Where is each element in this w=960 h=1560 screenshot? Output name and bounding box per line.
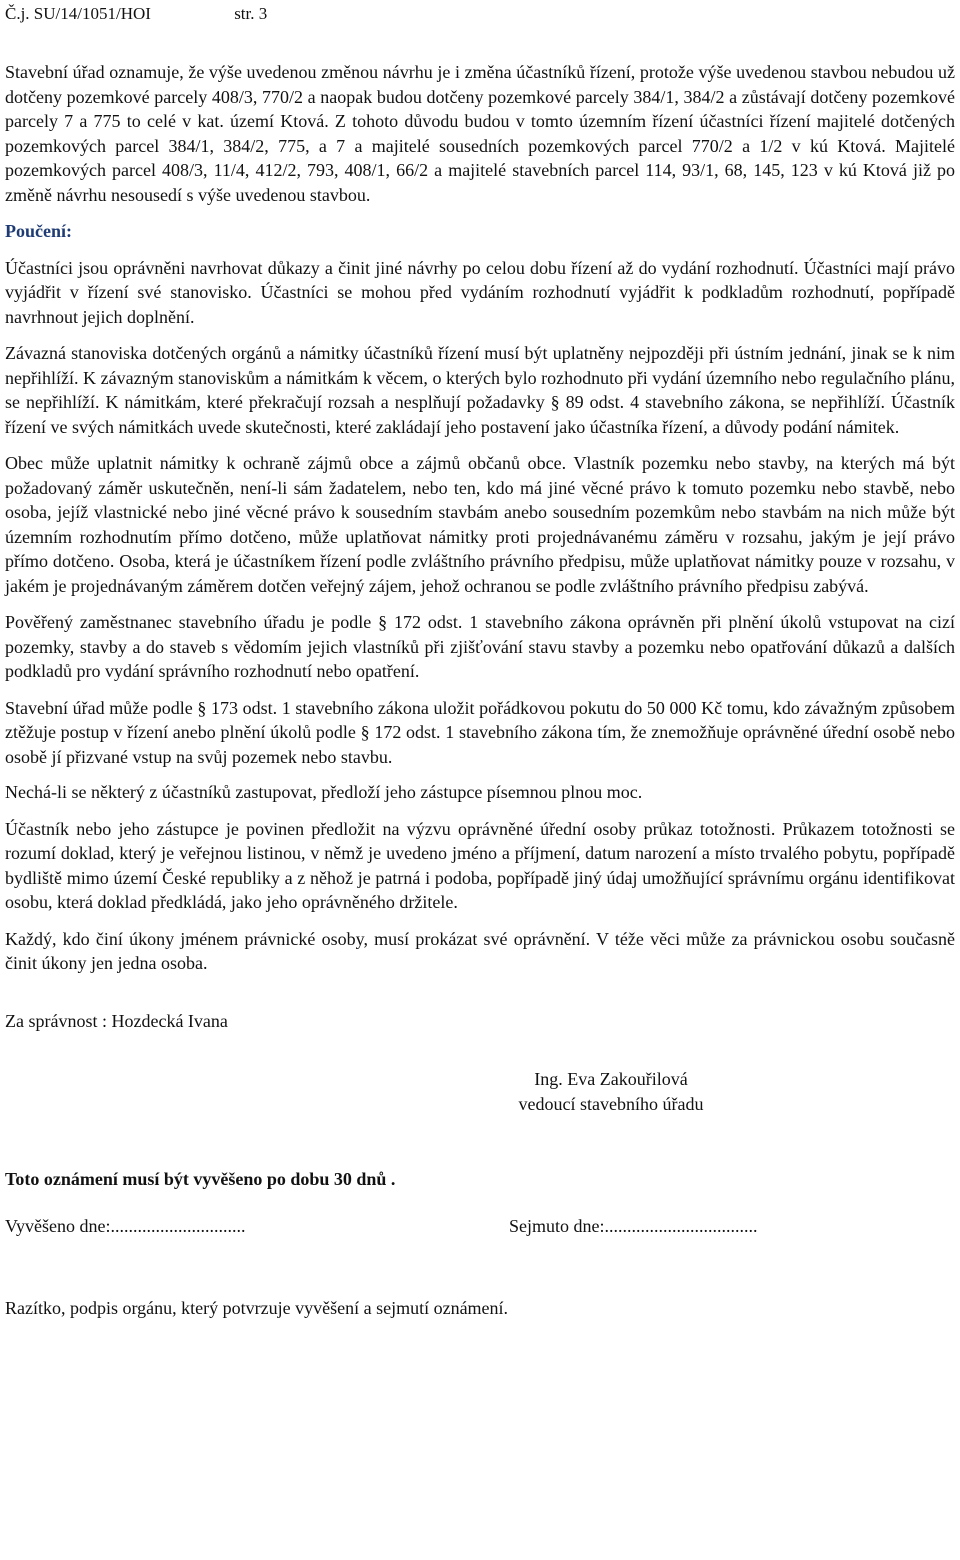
signatory-name: Ing. Eva Zakouřilová xyxy=(534,1069,688,1089)
paragraph-fine: Stavební úřad může podle § 173 odst. 1 stavebního zákona uložit pořádkovou pokutu do 50 000 Kč tomu, kdo závažným způsobem ztěžuje postup v řízení anebo plnění úkolů podle § 172 odst. 1 stavebního zákona tím, že znemožňuje oprávněné úřední osobě nebo osobě jí přizvané vstup na svůj pozemek nebo stavbu. xyxy=(5,697,955,767)
posted-date-field: Vyvěšeno dne:.............................. xyxy=(5,1215,246,1236)
pouceni-heading: Poučení: xyxy=(5,221,72,241)
paragraph-identity: Účastník nebo jeho zástupce je povinen předložit na výzvu oprávněné úřední osoby průkaz totožnosti. Průkazem totožnosti se rozumí doklad, který je veřejnou listinou, v němž je uvedeno jméno a příjmení, datum narození a místo trvalého pobytu, popřípadě bydliště mimo území České republiky a z něhož je patrná i podoba, popřípadě jiný údaj umožňující správnímu orgánu identifikovat osobu, která doklad předkládá, jako jeho oprávněného držitele. xyxy=(5,818,955,912)
reference-number: Č.j. SU/14/1051/HOI xyxy=(5,4,151,23)
paragraph-legal-entity: Každý, kdo činí úkony jménem právnické osoby, musí prokázat své oprávnění. V téže věci může za právnickou osobu současně činit úkony jen jedna osoba. xyxy=(5,928,955,973)
paragraph-rights: Účastníci jsou oprávněni navrhovat důkazy a činit jiné návrhy po celou dobu řízení až do vydání rozhodnutí. Účastníci mají právo vyjádřit v řízení své stanovisko. Účastníci se mohou před vydáním rozhodnutí vyjádřit k podkladům rozhodnutí, popřípadě navrhnout jejich doplnění. xyxy=(5,257,955,327)
posting-dates xyxy=(5,1214,955,1239)
paragraph-municipality: Obec může uplatnit námitky k ochraně zájmů obce a zájmů občanů obce. Vlastník pozemku nebo stavby, na kterých má být požadovaný záměr uskutečněn, není-li sám žadatelem, nebo ten, kdo má jiné věcné právo k tomuto pozemku nebo stavbě, nebo osoba, jejíž vlastnické nebo jiné věcné právo k sousedním stavbám anebo sousedním pozemkům nebo stavbám na nich může být územním rozhodnutím přímo dotčeno, může uplatňovat námitky proti projednávanému záměru v rozsahu, jakým je její právo přímo dotčeno. Osoba, která je účastníkem řízení podle zvláštního právního předpisu, může uplatňovat námitky pouze v rozsahu, v jakém je projednávaným záměrem dotčen veřejný zájem, jehož ochranou se podle zvláštního právního předpisu zabývá. xyxy=(5,453,955,596)
posting-notice: Toto oznámení musí být vyvěšeno po dobu 30 dnů . xyxy=(5,1169,396,1189)
za-spravnost: Za správnost : Hozdecká Ivana xyxy=(5,1010,228,1031)
paragraph-objections: Závazná stanoviska dotčených orgánů a námitky účastníků řízení musí být uplatněny nejpozději při ústním jednání, jinak se k nim nepřihlíží. K závazným stanoviskům a námitkám k věcem, o kterých bylo rozhodnuto při vydání územního nebo regulačního plánu, se nepřihlíží. K námitkám, které překračují rozsah a nesplňují požadavky § 89 odst. 4 stavebního zákona, se nepřihlíží. Účastník řízení ve svých námitkách uvede skutečnosti, které zakládají jeho postavení jako účastníka řízení, a důvody podání námitek. xyxy=(5,343,955,437)
paragraph-representation: Nechá-li se některý z účastníků zastupovat, předloží jeho zástupce písemnou plnou moc. xyxy=(5,782,643,802)
signatory-role: vedoucí stavebního úřadu xyxy=(518,1093,704,1114)
page-number: str. 3 xyxy=(234,4,268,23)
stamp-note: Razítko, podpis orgánu, který potvrzuje vyvěšení a sejmutí oznámení. xyxy=(5,1298,509,1318)
paragraph-authorized-employee: Pověřený zaměstnanec stavebního úřadu je podle § 172 odst. 1 stavebního zákona oprávněn při plnění úkolů vstupovat na cizí pozemky, stavby a do staveb s vědomím jejich vlastníků při zjišťování stavu stavby a pozemku nebo opatřování důkazů a dalších podkladů pro vydání správního rozhodnutí nebo opatření. xyxy=(5,612,955,681)
paragraph-participants-change: Stavební úřad oznamuje, že výše uvedenou změnou návrhu je i změna účastníků řízení, protože výše uvedenou stavbou nebudou už dotčeny pozemkové parcely 408/3, 770/2 a naopak budou dotčeny pozemkové parcely 384/1, 384/2 a zůstávají dotčeny pozemkové parcely 7 a 775 to celé v kat. území Ktová. Z tohoto důvodu budou v tomto územním řízení účastníci řízení majitelé dotčených pozemkových parcel 384/1, 384/2, 775, a 7 a majitelé sousedních pozemkových parcel 770/2 a 1/2 v kú Ktová. Majitelé pozemkových parcel 408/3, 11/4, 412/2, 793, 408/1, 66/2 a majitelé stavebních parcel 114, 93/1, 68, 145, 123 v kú Ktová již po změně návrhu nesousedí s výše uvedenou stavbou. xyxy=(5,62,955,205)
removed-date-field: Sejmuto dne:.................................. xyxy=(509,1215,758,1236)
signature-block xyxy=(481,1067,741,1116)
page-header xyxy=(5,0,955,28)
